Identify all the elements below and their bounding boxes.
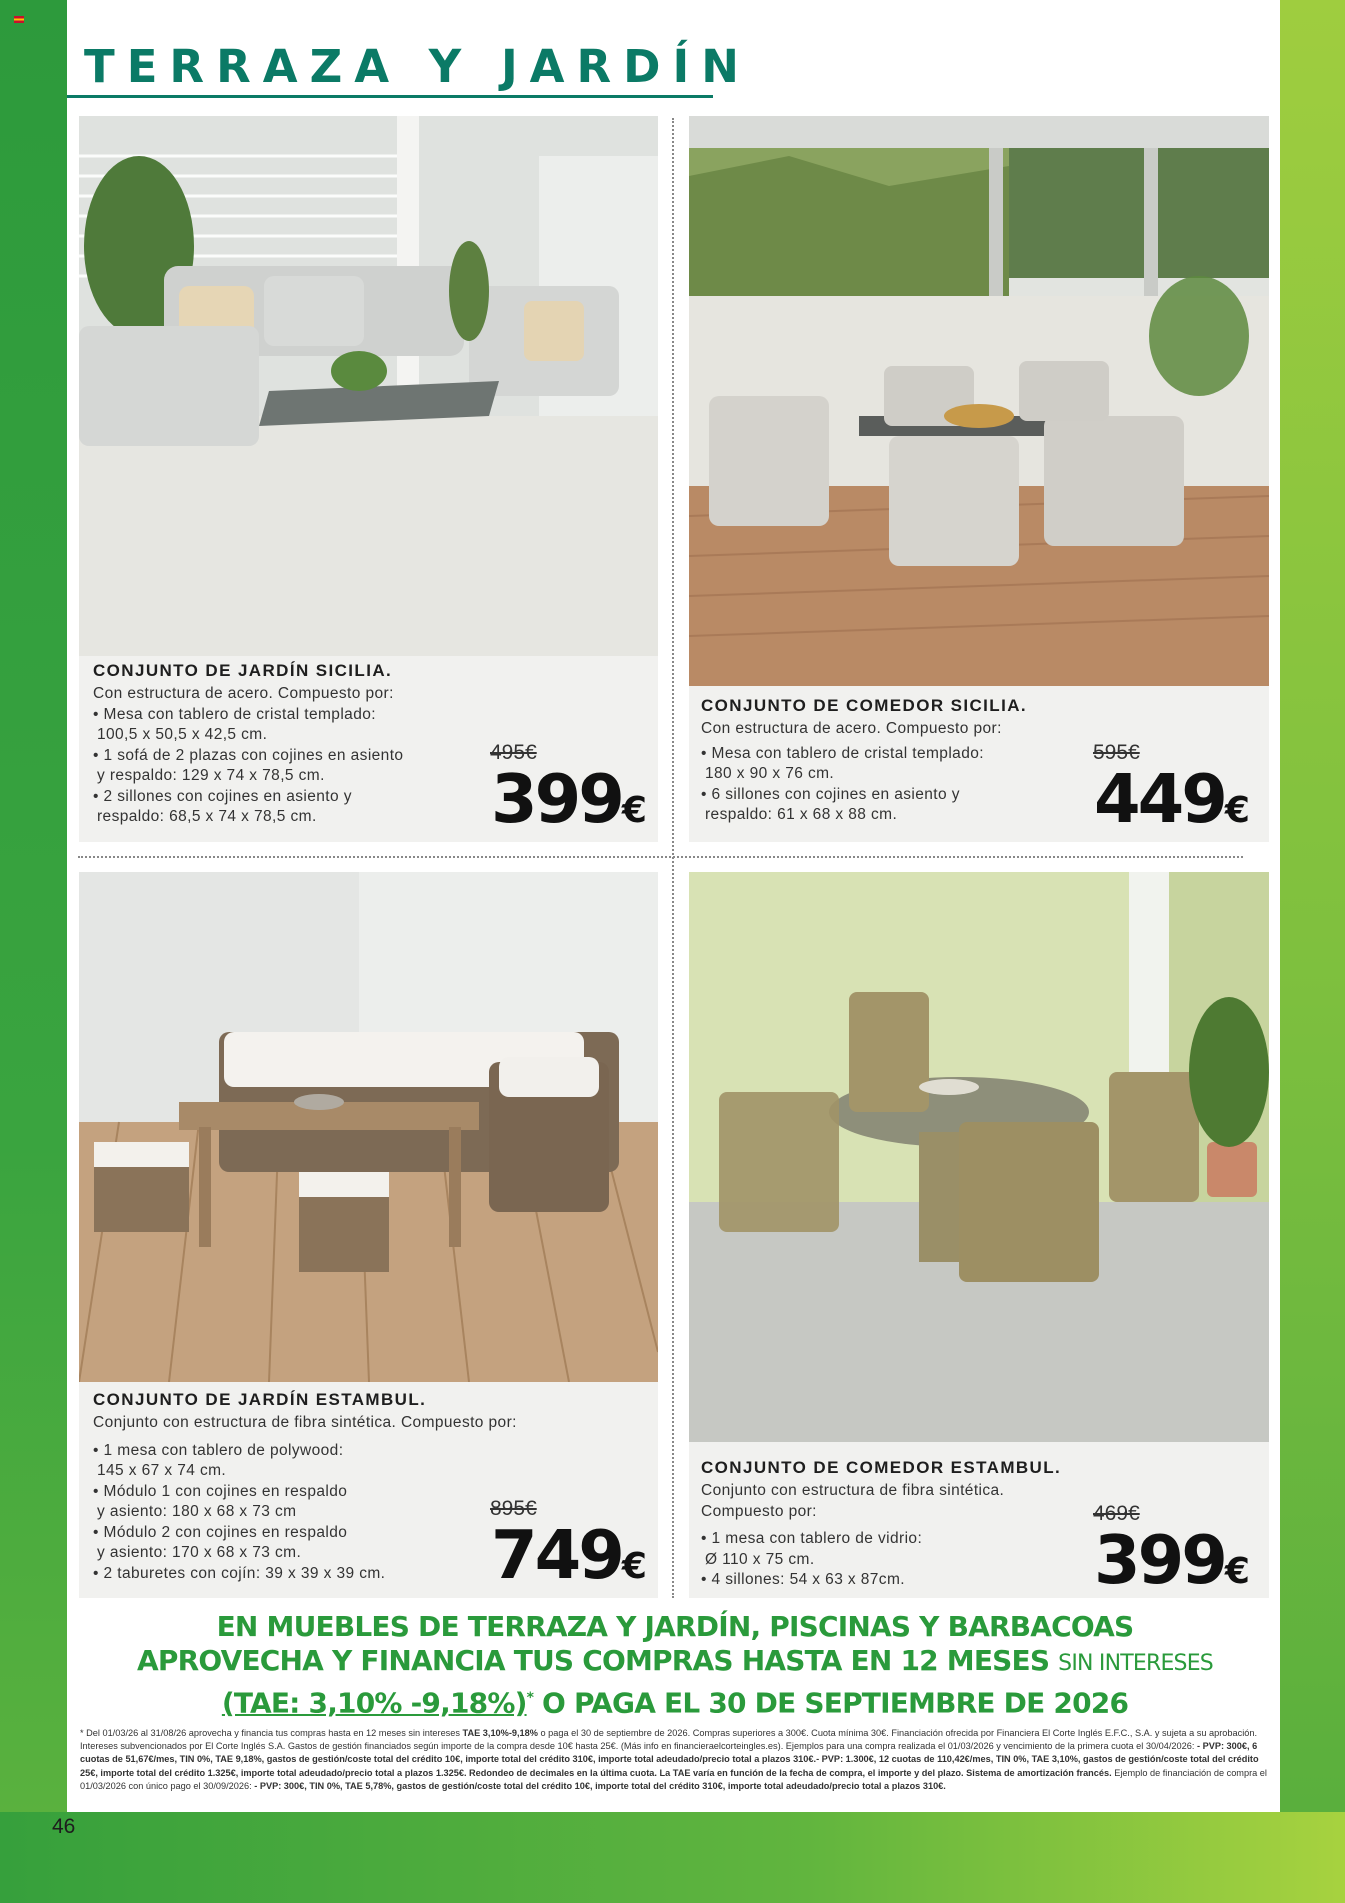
sale-price (1094, 760, 1250, 838)
promo-line-2-small: SIN INTERESES (1058, 1651, 1213, 1676)
product-photo-comedor-sicilia (689, 116, 1269, 686)
sale-price (491, 1516, 647, 1594)
product-panel-jardin-estambul (79, 872, 658, 1598)
sale-price-value: 399 (491, 760, 622, 838)
product-panel-comedor-estambul (689, 872, 1269, 1598)
product-spec-line: • 1 mesa con tablero de polywood: (93, 1441, 344, 1459)
product-spec-line: y asiento: 170 x 68 x 73 cm. (97, 1544, 302, 1561)
product-intro: Conjunto con estructura de fibra sintética. Compuesto por: (93, 1414, 517, 1431)
product-name: CONJUNTO DE COMEDOR ESTAMBUL. (701, 1458, 1062, 1477)
old-price: 495€ (490, 741, 537, 764)
sale-price (491, 760, 647, 838)
spain-flag-icon (14, 16, 24, 23)
product-spec-line: • 2 taburetes con cojín: 39 x 39 x 39 cm. (93, 1564, 386, 1582)
legal-text: * Del 01/03/26 al 31/08/26 aprovecha y financia tus compras hasta en 12 meses sin intereses (80, 1728, 463, 1738)
right-green-border (1280, 0, 1345, 1903)
product-panel-comedor-sicilia (689, 116, 1269, 842)
financing-promo (80, 1610, 1270, 1720)
title-underline (67, 95, 713, 98)
product-spec-line: y respaldo: 129 x 74 x 78,5 cm. (97, 767, 325, 784)
product-spec-line: respaldo: 68,5 x 74 x 78,5 cm. (97, 808, 317, 825)
product-intro: Compuesto por: (701, 1502, 817, 1520)
product-spec-line: • 1 mesa con tablero de vidrio: (701, 1530, 923, 1547)
product-name: CONJUNTO DE COMEDOR SICILIA. (701, 696, 1028, 715)
product-spec-line: y asiento: 180 x 68 x 73 cm (97, 1503, 297, 1520)
legal-text: o paga el 30 de septiembre de 2026. Compras superiores a 300€. Cuota mínima 30€. Financiación ofrecida por Financiera El Corte Inglés E.F.C., S.A. y sujeta a su aprobación. Intereses subvencionados por El Corte Inglés S.A. Gastos de gestión financiados según importe de la compra desde 10€ hasta 25€. (Más info en financieraelcorteingles.es). Ejemplos para una compra realizada el 01/03/2026 y vencimiento de la primera cuota el 30/04/2026: (80, 1728, 1258, 1752)
promo-line-3-rest: O PAGA EL 30 DE SEPTIEMBRE DE 2026 (533, 1686, 1129, 1720)
product-photo-jardin-estambul (79, 872, 658, 1382)
old-price: 595€ (1093, 741, 1140, 764)
product-name: CONJUNTO DE JARDÍN SICILIA. (93, 661, 393, 680)
product-spec-line: • Módulo 2 con cojines en respaldo (93, 1523, 348, 1541)
vertical-dotted-divider (672, 118, 674, 1598)
sale-price-value: 449 (1094, 760, 1225, 838)
page-number: 46 (52, 1815, 76, 1838)
bottom-green-border (0, 1812, 1345, 1903)
old-price: 469€ (1093, 1502, 1140, 1525)
product-name: CONJUNTO DE JARDÍN ESTAMBUL. (93, 1390, 427, 1409)
product-spec-line: 145 x 67 x 74 cm. (97, 1462, 227, 1479)
legal-footnote (80, 1727, 1272, 1793)
old-price: 895€ (490, 1497, 537, 1520)
currency-symbol: € (621, 1546, 647, 1587)
product-spec-line: respaldo: 61 x 68 x 88 cm. (705, 806, 898, 823)
legal-text-bold: TAE 3,10%-9,18% (462, 1728, 538, 1738)
product-spec-line: • Módulo 1 con cojines en respaldo (93, 1482, 348, 1500)
page-title: TERRAZA Y JARDÍN (84, 40, 751, 93)
product-intro: Con estructura de acero. Compuesto por: (93, 685, 394, 702)
product-spec-line: • 6 sillones con cojines en asiento y (701, 785, 960, 803)
promo-line-3 (80, 1681, 1270, 1720)
product-spec-line: 100,5 x 50,5 x 42,5 cm. (97, 726, 268, 743)
product-intro: Con estructura de acero. Compuesto por: (701, 720, 1002, 737)
product-spec-line: • Mesa con tablero de cristal templado: (701, 744, 984, 762)
product-panel-jardin-sicilia (79, 116, 658, 842)
product-spec-line: Ø 110 x 75 cm. (705, 1550, 815, 1568)
product-spec-line: • 4 sillones: 54 x 63 x 87cm. (701, 1571, 905, 1588)
product-spec-line: 180 x 90 x 76 cm. (705, 765, 835, 782)
sale-price (1094, 1521, 1250, 1598)
promo-tae: (TAE: 3,10% -9,18%) (221, 1686, 527, 1720)
product-spec-line: • 2 sillones con cojines en asiento y (93, 787, 352, 805)
product-spec-line: • 1 sofá de 2 plazas con cojines en asiento (93, 746, 404, 764)
product-intro: Conjunto con estructura de fibra sintética. (701, 1482, 1005, 1499)
promo-line-2 (80, 1644, 1270, 1681)
legal-text-bold: - PVP: 300€, 6 cuotas de 51,67€/mes, TIN 0%, TAE 9,18%, gastos de gestión/coste total del crédito 10€, importe total del crédito 310€, importe total adeudado/precio total a plazos 310€.- PVP: 1.300€, 12 cuotas de 110,42€/mes, TIN 0%, TAE 3,10%, gastos de gestión/coste total del crédito 25€, importe total del crédito 1.325€, importe total adeudado/precio total a plazos 1.325€. Redondeo de decimales en la última cuota. La TAE varía en función de la fecha de compra, el importe y del plazo. Sistema de amortización francés. (80, 1741, 1259, 1778)
promo-asterisk: * (526, 1690, 534, 1706)
left-green-border (0, 0, 67, 1903)
promo-line-2-main: APROVECHA Y FINANCIA TUS COMPRAS HASTA EN 12 MESES (137, 1644, 1050, 1677)
sale-price-value: 749 (491, 1516, 622, 1594)
horizontal-dotted-divider (78, 856, 1243, 858)
product-photo-comedor-estambul (689, 872, 1269, 1442)
product-spec-line: • Mesa con tablero de cristal templado: (93, 705, 376, 723)
currency-symbol: € (1224, 790, 1250, 831)
currency-symbol: € (621, 790, 647, 831)
sale-price-value: 399 (1094, 1521, 1225, 1598)
legal-text-bold: - PVP: 300€, TIN 0%, TAE 5,78%, gastos de gestión/coste total del crédito 10€, importe total del crédito 310€, importe total adeudado/precio total a plazos 310€. (254, 1780, 946, 1791)
promo-line-1: EN MUEBLES DE TERRAZA Y JARDÍN, PISCINAS Y BARBACOAS (216, 1610, 1134, 1643)
currency-symbol: € (1224, 1551, 1250, 1592)
product-photo-jardin-sicilia (79, 116, 658, 656)
legal-text: Ejemplo de financiación de compra el 01/03/2026 con único pago el 30/09/2026: (80, 1767, 1267, 1791)
